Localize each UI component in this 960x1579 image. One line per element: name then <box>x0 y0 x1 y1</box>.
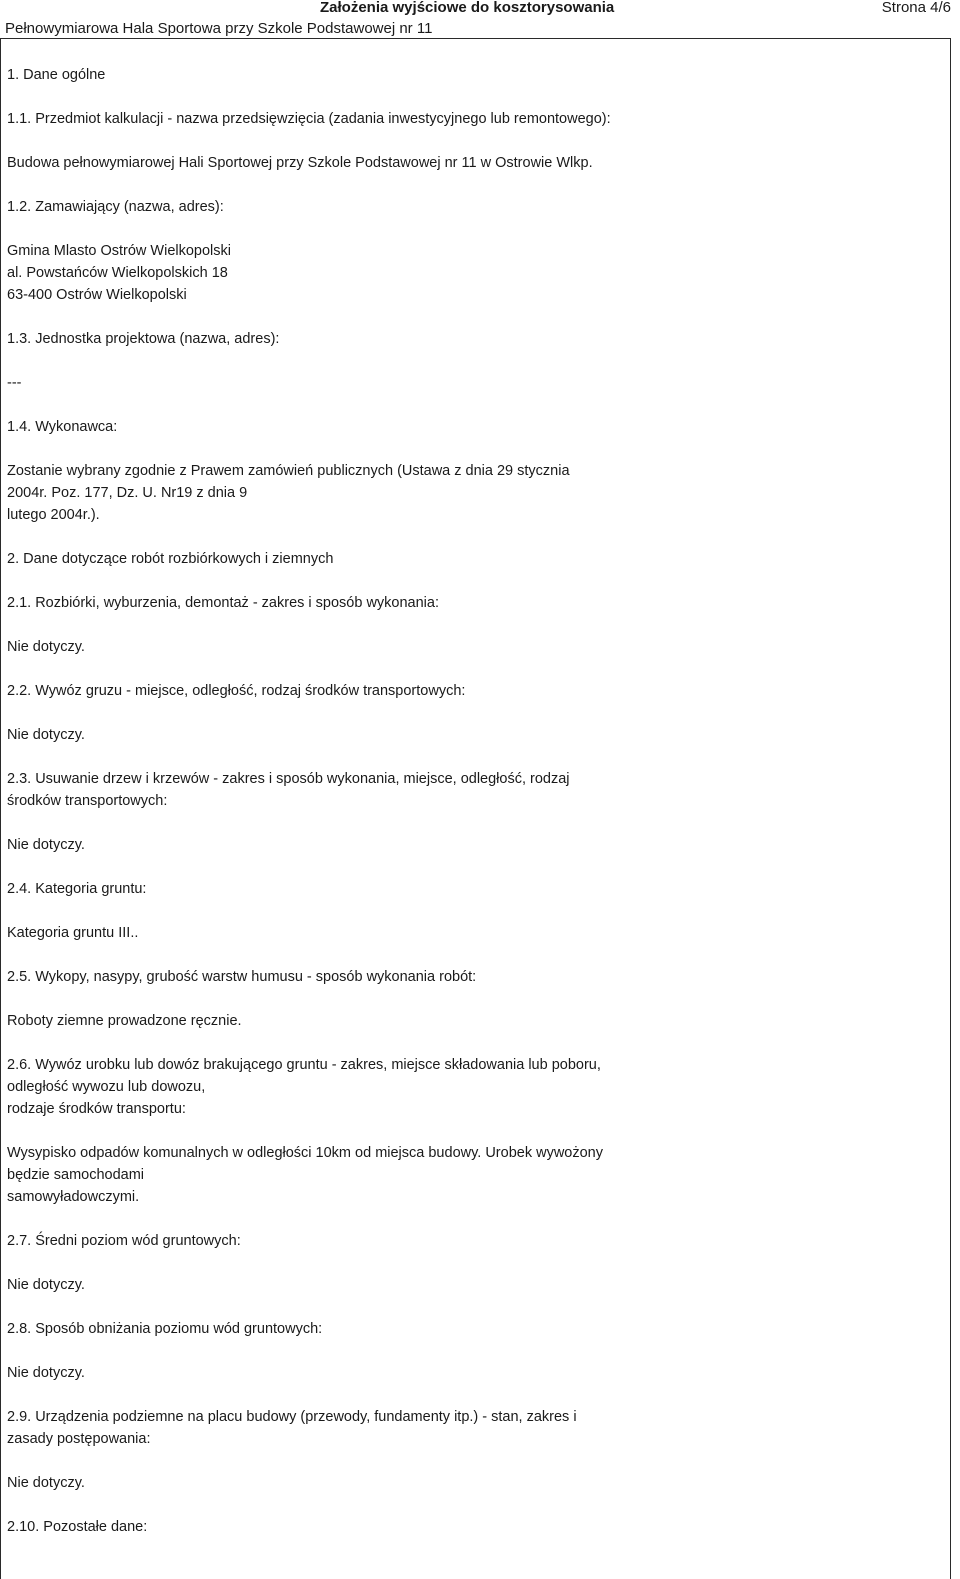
section-2-3-value: Nie dotyczy. <box>7 837 85 853</box>
section-1-3-value: --- <box>7 375 22 391</box>
page-number: Strona 4/6 <box>881 0 951 16</box>
section-2-5-value: Roboty ziemne prowadzone ręcznie. <box>7 1013 242 1029</box>
section-2-2-value: Nie dotyczy. <box>7 727 85 743</box>
section-2-8-heading: 2.8. Sposób obniżania poziomu wód gruntowych: <box>7 1321 323 1337</box>
section-1-heading: 1. Dane ogólne <box>7 67 106 83</box>
section-1-2-heading: 1.2. Zamawiający (nazwa, adres): <box>7 199 224 215</box>
section-2-6-value: samowyładowczymi. <box>7 1189 140 1205</box>
section-2-3-heading: środków transportowych: <box>7 793 168 809</box>
section-1-4-line: lutego 2004r.). <box>7 507 100 523</box>
document-body <box>7 64 937 1538</box>
section-1-1-heading: 1.1. Przedmiot kalkulacji - nazwa przedsięwzięcia (zadania inwestycyjnego lub remontowego): <box>7 111 611 127</box>
section-1-4-line: Zostanie wybrany zgodnie z Prawem zamówień publicznych (Ustawa z dnia 29 stycznia <box>7 463 570 479</box>
section-2-6-heading: rodzaje środków transportu: <box>7 1101 186 1117</box>
section-1-4-line: 2004r. Poz. 177, Dz. U. Nr19 z dnia 9 <box>7 485 248 501</box>
section-2-3-heading: 2.3. Usuwanie drzew i krzewów - zakres i sposób wykonania, miejsce, odległość, rodzaj <box>7 771 570 787</box>
section-1-4-heading: 1.4. Wykonawca: <box>7 419 118 435</box>
section-2-7-heading: 2.7. Średni poziom wód gruntowych: <box>7 1233 241 1249</box>
section-2-8-value: Nie dotyczy. <box>7 1365 85 1381</box>
section-2-6-heading: odległość wywozu lub dowozu, <box>7 1079 206 1095</box>
section-2-9-value: Nie dotyczy. <box>7 1475 85 1491</box>
section-1-1-value: Budowa pełnowymiarowej Hali Sportowej przy Szkole Podstawowej nr 11 w Ostrowie Wlkp. <box>7 155 593 171</box>
section-2-7-value: Nie dotyczy. <box>7 1277 85 1293</box>
section-2-4-value: Kategoria gruntu III.. <box>7 925 139 941</box>
section-2-9-heading: zasady postępowania: <box>7 1431 151 1447</box>
section-2-5-heading: 2.5. Wykopy, nasypy, grubość warstw humusu - sposób wykonania robót: <box>7 969 477 985</box>
section-1-2-line: Gmina Mlasto Ostrów Wielkopolski <box>7 243 231 259</box>
section-2-4-heading: 2.4. Kategoria gruntu: <box>7 881 147 897</box>
document-title: Założenia wyjściowe do kosztorysowania <box>320 0 615 16</box>
section-2-2-heading: 2.2. Wywóz gruzu - miejsce, odległość, rodzaj środków transportowych: <box>7 683 466 699</box>
section-2-1-heading: 2.1. Rozbiórki, wyburzenia, demontaż - zakres i sposób wykonania: <box>7 595 439 611</box>
section-2-6-value: będzie samochodami <box>7 1167 145 1183</box>
section-2-9-heading: 2.9. Urządzenia podziemne na placu budowy (przewody, fundamenty itp.) - stan, zakres i <box>7 1409 577 1425</box>
section-2-6-heading: 2.6. Wywóz urobku lub dowóz brakującego gruntu - zakres, miejsce składowania lub poboru, <box>7 1057 601 1073</box>
section-2-10-heading: 2.10. Pozostałe dane: <box>7 1519 148 1535</box>
section-1-2-line: al. Powstańców Wielkopolskich 18 <box>7 265 228 281</box>
section-1-3-heading: 1.3. Jednostka projektowa (nazwa, adres): <box>7 331 280 347</box>
section-2-6-value: Wysypisko odpadów komunalnych w odległości 10km od miejsca budowy. Urobek wywożony <box>7 1145 603 1161</box>
section-2-heading: 2. Dane dotyczące robót rozbiórkowych i ziemnych <box>7 551 334 567</box>
section-1-2-line: 63-400 Ostrów Wielkopolski <box>7 287 187 303</box>
document-subtitle: Pełnowymiarowa Hala Sportowa przy Szkole Podstawowej nr 11 <box>5 20 433 37</box>
section-2-1-value: Nie dotyczy. <box>7 639 85 655</box>
